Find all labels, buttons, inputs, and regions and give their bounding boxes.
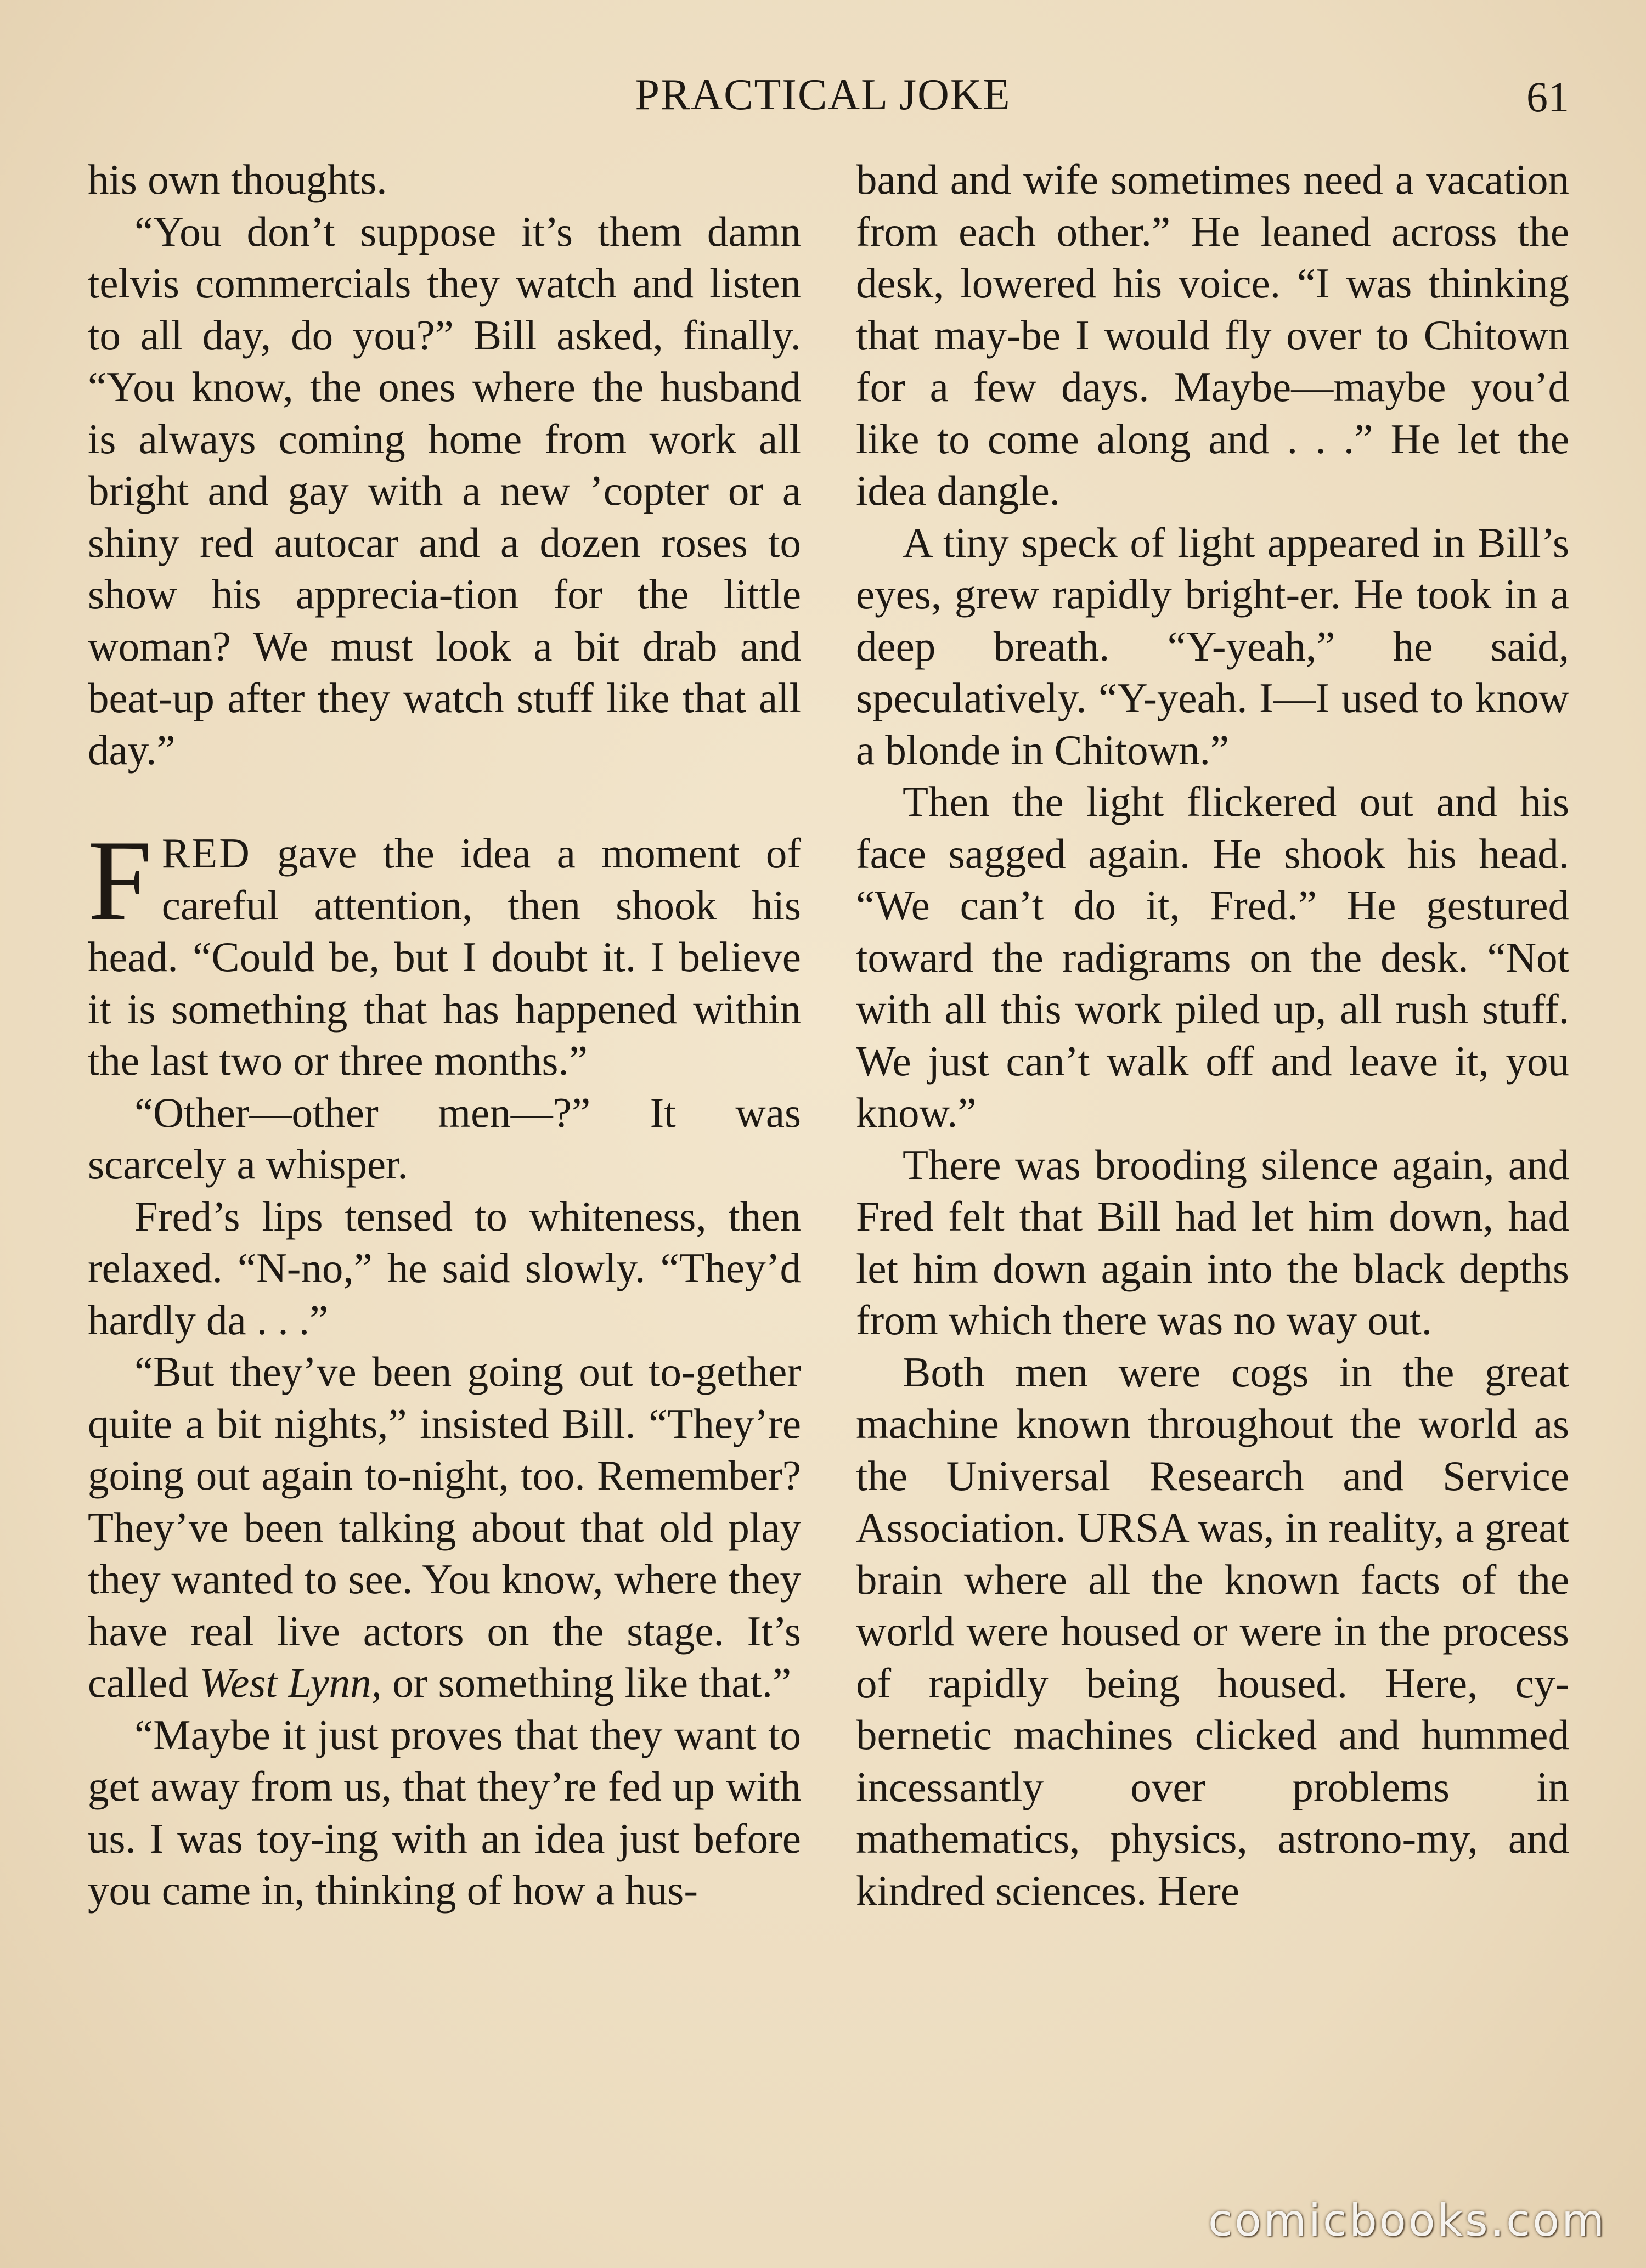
left-column [88,154,801,1916]
page-number: 61 [1526,73,1569,121]
running-title: PRACTICAL JOKE [635,71,1011,119]
paragraph-dropcap [88,817,801,1087]
watermark: comicbooks.com [1208,2195,1606,2246]
paragraph: “Other—other men—?” It was scarcely a whisper. [88,1088,801,1188]
paragraph: There was brooding silence again, and Fred felt that Bill had let him down, had let him down again into the black depths from which there was no way out. [856,1141,1569,1344]
paragraph [88,1346,801,1709]
paragraph-text: “But they’ve been going out to-gether quite a bit nights,” insisted Bill. “They’re going out again to-night, too. Remember? They’ve been talking about that old play they wanted to see. You know, where they have real live actors on the stage. It’s called [88,1348,801,1706]
small-caps-lead: RED [161,830,251,877]
paragraph: his own thoughts. [88,156,387,203]
right-column [856,154,1569,1916]
paragraph: Then the light flickered out and his face sagged again. He shook his head. “We can’t do it, Fred.” He gestured toward the radigrams on the desk. “Not with all this work piled up, all rush stuff. We just can’t walk off and leave it, you know.” [856,778,1569,1136]
running-head [0,70,1646,136]
drop-cap: F [88,817,152,944]
paragraph: “You don’t suppose it’s them damn telvis commercials they watch and listen to all day, do you?” Bill asked, finally. “You know, the ones where the husband is always coming home from work all bright and gay with a new ’copter or a shiny red autocar and a dozen roses to show his apprecia-tion for the little woman? We must look a bit drab and beat-up after they watch stuff like that all day.” [88,207,801,774]
paragraph-text: gave the idea a moment of careful attention, then shook his head. “Could be, but I doubt it. I believe it is something that has happened within the last two or three months.” [88,830,801,1084]
play-title: West Lynn, [199,1659,382,1706]
paragraph: band and wife sometimes need a vacation from each other.” He leaned across the desk, lowered his voice. “I was thinking that may-be I would fly over to Chitown for a few days. Maybe—maybe you’d like to come along and . . .” He let the idea dangle. [856,156,1569,514]
paragraph: Both men were cogs in the great machine known throughout the world as the Universal Research and Service Association. URSA was, in reality, a great brain where all the known facts of the world were housed or were in the process of rapidly being housed. Here, cy-bernetic machines clicked and hummed incessantly over problems in mathematics, physics, astrono-my, and kindred sciences. Here [856,1348,1569,1914]
paragraph: A tiny speck of light appeared in Bill’s eyes, grew rapidly bright-er. He took in a deep breath. “Y-yeah,” he said, speculatively. “Y-yeah. I—I used to know a blonde in Chitown.” [856,518,1569,774]
paragraph: Fred’s lips tensed to whiteness, then relaxed. “N-no,” he said slowly. “They’d hardly da . . .” [88,1192,801,1344]
paragraph: “Maybe it just proves that they want to get away from us, that they’re fed up with us. I was toy-ing with an idea just before you came in, thinking of how a hus- [88,1711,801,1914]
paragraph-text: or something like that.” [381,1659,792,1706]
